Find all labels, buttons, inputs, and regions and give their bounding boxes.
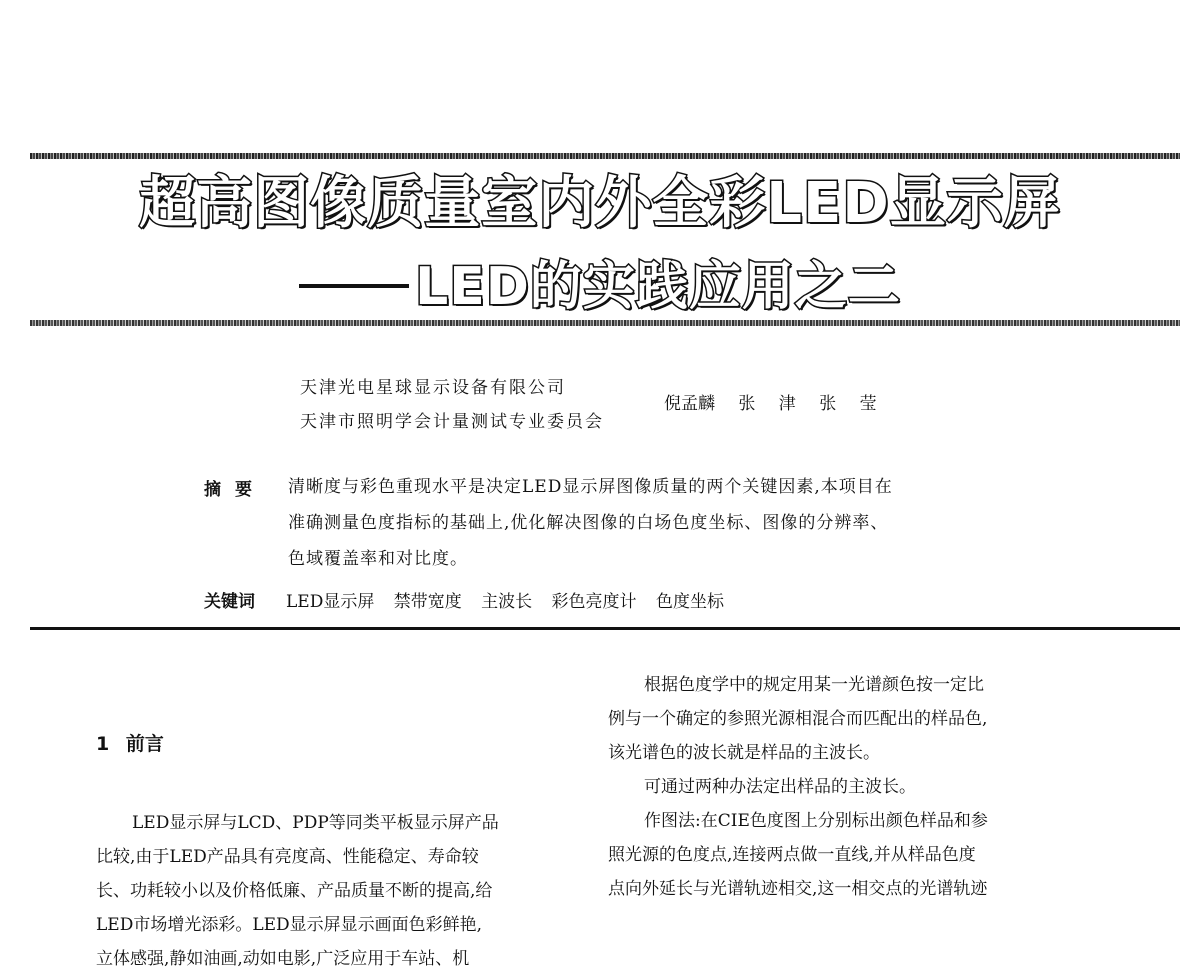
affiliation-1: 天津光电星球显示设备有限公司 [300,378,566,398]
article-subtitle-text: LED的实践应用之二 [415,257,901,317]
right-column-body [608,668,1098,906]
body-line: 比较,由于LED产品具有亮度高、性能稳定、寿命较 [96,847,479,867]
left-column-body [96,806,586,976]
body-line: 点向外延长与光谱轨迹相交,这一相交点的光谱轨迹 [608,879,988,899]
abstract-line: 准确测量色度指标的基础上,优化解决图像的白场色度坐标、图像的分辨率、 [288,513,889,533]
body-line: LED显示屏与LCD、PDP等同类平板显示屏产品 [132,813,499,833]
section-heading: 1 前言 [96,733,164,755]
body-line: 例与一个确定的参照光源相混合而匹配出的样品色, [608,709,988,729]
abstract-line: 色域覆盖率和对比度。 [288,549,468,569]
article-title: 超高图像质量室内外全彩LED显示屏 [139,171,1061,236]
body-line: 照光源的色度点,连接两点做一直线,并从样品色度 [608,845,976,865]
title-bottom-rule [30,320,1180,326]
body-line: 该光谱色的波长就是样品的主波长。 [608,743,880,763]
article-subtitle [0,254,1200,320]
title-top-rule [30,153,1180,159]
keywords-label: 关键词 [204,592,255,612]
keywords-text: LED显示屏 禁带宽度 主波长 彩色亮度计 色度坐标 [286,592,724,612]
body-line: 作图法:在CIE色度图上分别标出颜色样品和参 [644,811,988,831]
body-line: 长、功耗较小以及价格低廉、产品质量不断的提高,给 [96,881,493,901]
affiliation-2: 天津市照明学会计量测试专业委员会 [300,412,604,432]
header-separator-rule [30,627,1180,630]
author-list: 倪孟麟 张 津 张 莹 [664,394,877,414]
body-line: 可通过两种办法定出样品的主波长。 [644,777,916,797]
body-line: 立体感强,静如油画,动如电影,广泛应用于车站、机 [96,949,470,969]
body-line: 根据色度学中的规定用某一光谱颜色按一定比 [644,675,984,695]
subtitle-dash [299,284,409,288]
abstract-line: 清晰度与彩色重现水平是决定LED显示屏图像质量的两个关键因素,本项目在 [288,477,893,497]
abstract-label: 摘要 [204,480,266,500]
body-line: LED市场增光添彩。LED显示屏显示画面色彩鲜艳, [96,915,483,935]
